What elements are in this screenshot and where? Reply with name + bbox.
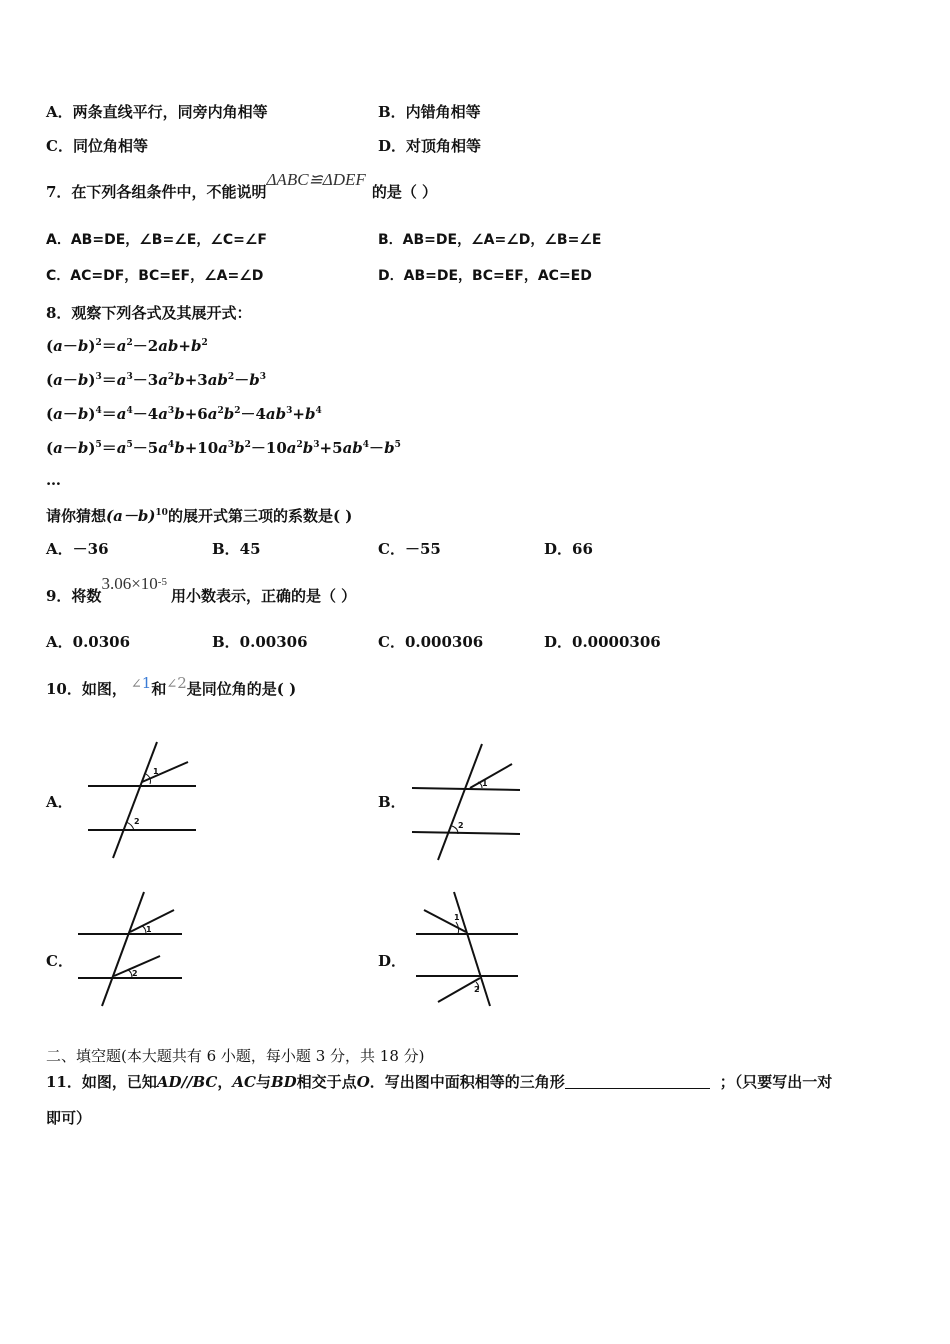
- q8-option-c: C．－55: [378, 540, 441, 558]
- q10-option-b-label: B．: [378, 793, 406, 811]
- q8-prompt-exp: 10: [155, 508, 168, 518]
- q10-angle2-symbol: ∠: [166, 677, 178, 692]
- q9-prefix: 9．将数: [46, 587, 102, 605]
- q11-ac: AC: [232, 1073, 256, 1091]
- q10-figure-d: [410, 886, 534, 1010]
- angle-label-1: 1: [454, 913, 460, 922]
- q8-prompt: [46, 506, 352, 526]
- figure-transversal: [438, 744, 482, 860]
- q10-figure-b: [406, 738, 530, 862]
- q9-option-d: D．0.0000306: [544, 633, 661, 651]
- q10-prefix: 10．如图，: [46, 680, 127, 698]
- q10-figure-a: [80, 738, 204, 862]
- figure-ray: [470, 764, 512, 788]
- q6-option-a: A．两条直线平行，同旁内角相等: [46, 103, 268, 121]
- q11-bd: BD: [270, 1073, 297, 1091]
- q10-option-c-label: C．: [46, 952, 73, 970]
- q10-suffix: 是同位角的是( ): [186, 680, 297, 698]
- q8-prompt-prefix: 请你猜想: [46, 507, 107, 525]
- q7-stem: [46, 170, 438, 202]
- q8-option-b: B．45: [212, 540, 261, 558]
- figure-transversal: [113, 742, 157, 858]
- q7-option-d: D．AB=DE，BC=EF，AC=ED: [378, 268, 592, 284]
- q9-suffix: 用小数表示，正确的是（ ）: [170, 587, 357, 605]
- q8-prompt-expr: (a－b): [106, 507, 156, 525]
- section2-heading: 二、填空题(本大题共有 6 小题，每小题 3 分，共 18 分): [46, 1047, 425, 1065]
- q8-option-a: A．－36: [46, 540, 109, 558]
- q7-option-c: C．AC=DF，BC=EF，∠A=∠D: [46, 268, 264, 284]
- q7-formula: ΔABC≌ΔDEF: [266, 170, 366, 189]
- angle-label-2: 2: [132, 969, 138, 978]
- angle-label-2: 2: [474, 985, 480, 994]
- q11-yu: 与: [255, 1073, 271, 1091]
- q11-comma: ，: [217, 1073, 233, 1091]
- q10-conj: 和: [151, 680, 167, 698]
- q8-title: 8．观察下列各式及其展开式：: [46, 304, 252, 322]
- figure-transversal: [102, 892, 144, 1006]
- q8-formula-1: $(a-b)^2=a^2-2ab+b^2$: [46, 337, 208, 355]
- q8-formula-2: $(a-b)^3=a^3-3a^2b+3ab^2-b^3$: [46, 371, 266, 389]
- q11-o: O: [356, 1073, 370, 1091]
- q9-option-a: A．0.0306: [46, 633, 131, 651]
- q7-option-a: A．AB=DE，∠B=∠E，∠C=∠F: [46, 232, 267, 248]
- q6-option-c: C．同位角相等: [46, 137, 148, 155]
- q9-exponent: -5: [157, 576, 167, 588]
- q11-ad-bc: AD//BC: [156, 1073, 218, 1091]
- angle-label-1: 1: [146, 925, 152, 934]
- angle-label-1: 1: [153, 767, 159, 776]
- q8-formula-3: $(a-b)^4=a^4-4a^3b+6a^2b^2-4ab^3+b^4$: [46, 405, 322, 423]
- q8-option-d: D．66: [544, 540, 593, 558]
- q8-ellipsis: …: [46, 471, 61, 489]
- q8-prompt-suffix: 的展开式第三项的系数是( ): [167, 507, 353, 525]
- q9-option-c: C．0.000306: [378, 633, 484, 651]
- angle-label-2: 2: [134, 817, 140, 826]
- q11-answer-blank[interactable]: [565, 1074, 710, 1089]
- q7-option-b: B．AB=DE，∠A=∠D，∠B=∠E: [378, 232, 602, 248]
- angle-label-2: 2: [458, 821, 464, 830]
- q10-angle1-number: 1: [141, 674, 152, 692]
- figure-line: [412, 832, 520, 834]
- q9-option-b: B．0.00306: [212, 633, 308, 651]
- q6-option-b: B．内错角相等: [378, 103, 481, 121]
- q10-angle1-symbol: ∠: [130, 677, 142, 692]
- q9-mantissa: 3.06×10: [101, 574, 158, 593]
- q11-p1: 11．如图，已知: [46, 1073, 157, 1091]
- q7-prefix: 7．在下列各组条件中，不能说明: [46, 183, 267, 201]
- q11-p2: 相交于点: [296, 1073, 357, 1091]
- q6-option-d: D．对顶角相等: [378, 137, 482, 155]
- q11-stem: [46, 1072, 832, 1092]
- q10-option-d-label: D．: [378, 952, 407, 970]
- q10-option-a-label: A．: [46, 793, 73, 811]
- angle-label-1: 1: [482, 779, 488, 788]
- q11-p3: ．写出图中面积相等的三角形: [369, 1073, 565, 1091]
- q8-formula-4: $(a-b)^5=a^5-5a^4b+10a^3b^2-10a^2b^3+5ab^4-b^5$: [46, 439, 401, 457]
- q10-stem: [46, 674, 297, 701]
- q10-angle2-number: 2: [177, 674, 187, 692]
- q11-p4: ；（只要写出一对: [719, 1073, 833, 1091]
- q7-suffix: 的是（ ）: [371, 183, 438, 201]
- q11-line2: 即可）: [46, 1109, 92, 1127]
- q10-figure-c: [72, 886, 196, 1010]
